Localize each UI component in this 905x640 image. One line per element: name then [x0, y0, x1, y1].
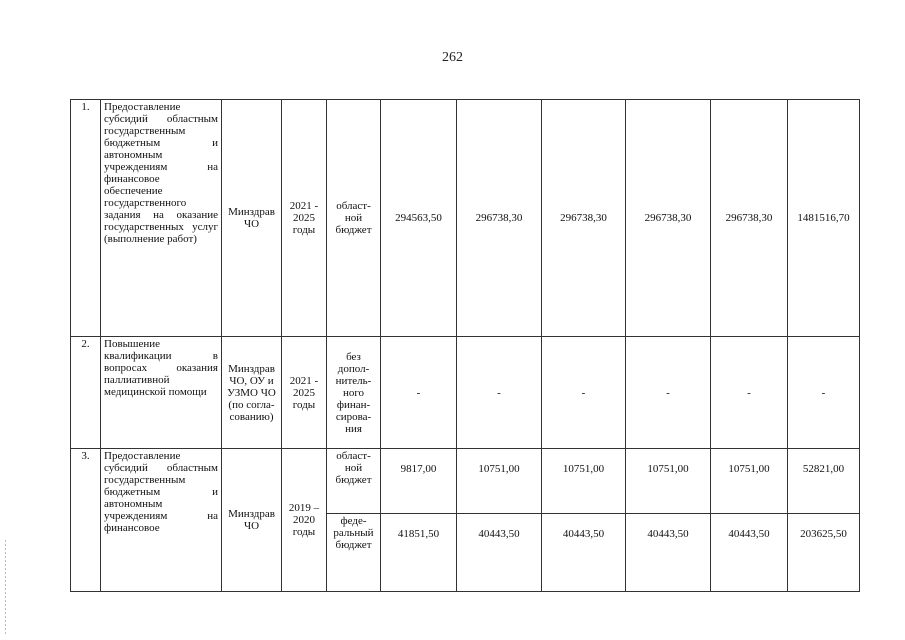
table-row	[71, 449, 860, 514]
value-cell: 10751,00	[711, 449, 788, 514]
value-cell: 296738,30	[711, 100, 788, 337]
measure-name: Предоставление субсидий областным государственным бюджетным и автономным учреждениям на финансовое	[101, 449, 222, 592]
total-cell: 52821,00	[788, 449, 860, 514]
scan-edge-mark	[5, 540, 6, 635]
table-row	[71, 100, 860, 337]
value-cell: 9817,00	[381, 449, 457, 514]
total-cell: -	[788, 337, 860, 449]
executor: Минздрав ЧО	[222, 100, 282, 337]
value-cell: 296738,30	[626, 100, 711, 337]
measure-name: Повышение квалификации в вопросах оказания паллиативной медицинской помощи	[101, 337, 222, 449]
row-number: 2.	[71, 337, 101, 449]
value-cell: 40443,50	[542, 514, 626, 592]
term: 2021 - 2025 годы	[282, 100, 327, 337]
funding-source: феде-ральный бюджет	[327, 514, 381, 592]
value-cell: 10751,00	[542, 449, 626, 514]
value-cell: -	[626, 337, 711, 449]
value-cell: -	[711, 337, 788, 449]
table-row	[71, 337, 860, 449]
budget-table	[70, 99, 860, 592]
row-number: 1.	[71, 100, 101, 337]
measure-name: Предоставление субсидий областным государственным бюджетным и автономным учреждениям на финансовое обеспечение государственного задания на оказание государственных услуг (выполнение работ)	[101, 100, 222, 337]
funding-source: без допол-нитель-ного финан-сирова-ния	[327, 337, 381, 449]
value-cell: 296738,30	[542, 100, 626, 337]
value-cell: 40443,50	[711, 514, 788, 592]
term: 2019 – 2020 годы	[282, 449, 327, 592]
term: 2021 - 2025 годы	[282, 337, 327, 449]
page-number: 262	[442, 50, 463, 65]
value-cell: 294563,50	[381, 100, 457, 337]
value-cell: -	[457, 337, 542, 449]
value-cell: 10751,00	[626, 449, 711, 514]
funding-source: област-ной бюджет	[327, 100, 381, 337]
value-cell: -	[381, 337, 457, 449]
total-cell: 203625,50	[788, 514, 860, 592]
funding-source: област-ной бюджет	[327, 449, 381, 514]
executor: Минздрав ЧО	[222, 449, 282, 592]
row-number: 3.	[71, 449, 101, 592]
value-cell: 40443,50	[457, 514, 542, 592]
executor: Минздрав ЧО, ОУ и УЗМО ЧО (по согла-сованию)	[222, 337, 282, 449]
value-cell: -	[542, 337, 626, 449]
total-cell: 1481516,70	[788, 100, 860, 337]
value-cell: 41851,50	[381, 514, 457, 592]
value-cell: 10751,00	[457, 449, 542, 514]
value-cell: 40443,50	[626, 514, 711, 592]
value-cell: 296738,30	[457, 100, 542, 337]
